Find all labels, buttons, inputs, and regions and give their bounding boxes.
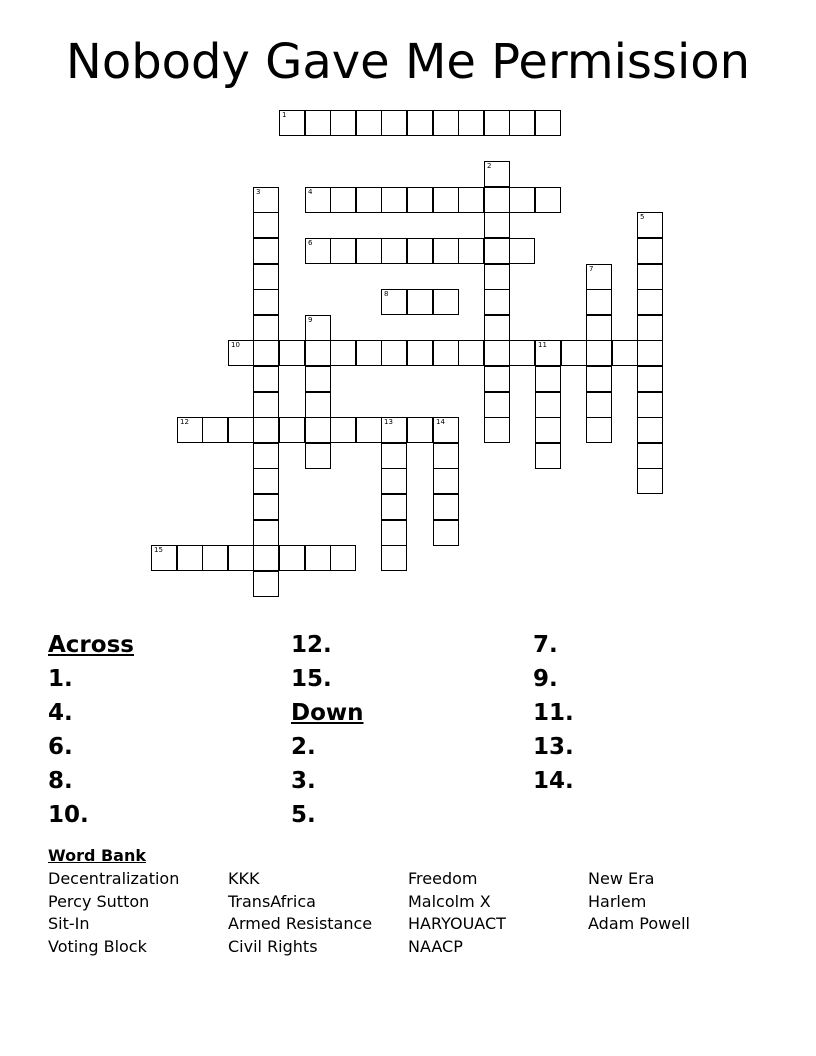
crossword-cell[interactable] bbox=[356, 110, 382, 136]
crossword-cell[interactable] bbox=[253, 264, 279, 290]
crossword-cell[interactable] bbox=[484, 212, 510, 238]
crossword-cell[interactable] bbox=[637, 417, 663, 443]
crossword-cell[interactable] bbox=[484, 340, 510, 366]
crossword-cell[interactable] bbox=[305, 545, 331, 571]
crossword-cell[interactable] bbox=[407, 417, 433, 443]
crossword-cell[interactable] bbox=[407, 187, 433, 213]
crossword-cell[interactable] bbox=[305, 187, 331, 213]
crossword-cell[interactable] bbox=[253, 417, 279, 443]
crossword-cell[interactable] bbox=[586, 392, 612, 418]
crossword-cell[interactable] bbox=[458, 110, 484, 136]
clue-label: 2. bbox=[291, 734, 316, 760]
crossword-cell[interactable] bbox=[381, 494, 407, 520]
crossword-cell[interactable] bbox=[484, 392, 510, 418]
crossword-cell[interactable] bbox=[253, 545, 279, 571]
crossword-cell[interactable] bbox=[177, 545, 203, 571]
crossword-cell[interactable] bbox=[305, 238, 331, 264]
crossword-cell[interactable] bbox=[535, 340, 561, 366]
crossword-cell[interactable] bbox=[458, 187, 484, 213]
word-bank-item: HARYOUACT bbox=[408, 914, 506, 933]
crossword-cell[interactable] bbox=[433, 443, 459, 469]
crossword-cell[interactable] bbox=[202, 417, 228, 443]
crossword-cell[interactable] bbox=[253, 340, 279, 366]
crossword-cell[interactable] bbox=[433, 187, 459, 213]
crossword-cell[interactable] bbox=[279, 417, 305, 443]
crossword-cell[interactable] bbox=[535, 392, 561, 418]
crossword-cell[interactable] bbox=[305, 366, 331, 392]
crossword-cell[interactable] bbox=[253, 392, 279, 418]
crossword-cell[interactable] bbox=[381, 187, 407, 213]
clue-label: 3. bbox=[291, 768, 316, 794]
word-bank-item: Malcolm X bbox=[408, 891, 491, 911]
crossword-cell[interactable] bbox=[305, 417, 331, 443]
clue-number: 9 bbox=[308, 316, 313, 324]
crossword-cell[interactable] bbox=[484, 110, 510, 136]
clue-number: 7 bbox=[589, 265, 594, 273]
crossword-cell[interactable] bbox=[535, 366, 561, 392]
crossword-cell[interactable] bbox=[330, 417, 356, 443]
crossword-cell[interactable] bbox=[433, 417, 459, 443]
crossword-cell[interactable] bbox=[433, 520, 459, 546]
clue-label: 10. bbox=[48, 802, 89, 828]
crossword-cell[interactable] bbox=[433, 110, 459, 136]
page-title: Nobody Gave Me Permission bbox=[65, 34, 751, 90]
crossword-cell[interactable] bbox=[484, 366, 510, 392]
crossword-cell[interactable] bbox=[637, 340, 663, 366]
crossword-cell[interactable] bbox=[330, 340, 356, 366]
crossword-cell[interactable] bbox=[433, 238, 459, 264]
crossword-cell[interactable] bbox=[637, 238, 663, 264]
crossword-cell[interactable] bbox=[381, 289, 407, 315]
clue-number: 6 bbox=[308, 239, 313, 247]
crossword-cell[interactable] bbox=[305, 110, 331, 136]
crossword-cell[interactable] bbox=[433, 289, 459, 315]
clue-number: 14 bbox=[436, 418, 445, 426]
word-bank-column-3 bbox=[408, 868, 506, 958]
clue-number: 15 bbox=[154, 546, 163, 554]
crossword-cell[interactable] bbox=[381, 110, 407, 136]
crossword-cell[interactable] bbox=[509, 238, 535, 264]
crossword-cell[interactable] bbox=[407, 340, 433, 366]
word-bank-item: Decentralization bbox=[48, 869, 180, 888]
crossword-cell[interactable] bbox=[381, 417, 407, 443]
word-bank-item: NAACP bbox=[408, 936, 463, 956]
clue-column-2 bbox=[291, 628, 364, 832]
word-bank-item: Armed Resistance bbox=[228, 914, 373, 933]
clue-number: 8 bbox=[384, 290, 389, 298]
crossword-cell[interactable] bbox=[458, 340, 484, 366]
clue-column-3 bbox=[533, 628, 574, 798]
crossword-cell[interactable] bbox=[305, 315, 331, 341]
crossword-cell[interactable] bbox=[586, 289, 612, 315]
clue-label: 1. bbox=[48, 666, 73, 692]
word-bank-item: KKK bbox=[228, 869, 260, 888]
crossword-cell[interactable] bbox=[356, 187, 382, 213]
down-header: Down bbox=[291, 700, 364, 726]
crossword-cell[interactable] bbox=[535, 110, 561, 136]
crossword-cell[interactable] bbox=[509, 110, 535, 136]
crossword-cell[interactable] bbox=[407, 238, 433, 264]
word-bank-item: New Era bbox=[588, 869, 655, 888]
word-bank-item: Voting Block bbox=[48, 936, 147, 956]
crossword-cell[interactable] bbox=[228, 417, 254, 443]
word-bank-item: TransAfrica bbox=[228, 891, 316, 911]
clue-number: 5 bbox=[640, 213, 645, 221]
crossword-cell[interactable] bbox=[253, 187, 279, 213]
word-bank-column-4 bbox=[588, 868, 690, 936]
crossword-cell[interactable] bbox=[484, 187, 510, 213]
crossword-cell[interactable] bbox=[433, 340, 459, 366]
word-bank-item: Civil Rights bbox=[228, 936, 318, 956]
across-header: Across bbox=[48, 632, 134, 658]
crossword-cell[interactable] bbox=[433, 468, 459, 494]
word-bank-item: Freedom bbox=[408, 869, 478, 888]
crossword-cell[interactable] bbox=[253, 494, 279, 520]
crossword-cell[interactable] bbox=[305, 392, 331, 418]
crossword-cell[interactable] bbox=[484, 315, 510, 341]
clue-label: 11. bbox=[533, 700, 574, 726]
crossword-cell[interactable] bbox=[407, 110, 433, 136]
clue-label: 15. bbox=[291, 666, 332, 692]
word-bank-column-1 bbox=[48, 868, 179, 958]
crossword-cell[interactable] bbox=[586, 366, 612, 392]
crossword-cell[interactable] bbox=[356, 417, 382, 443]
crossword-cell[interactable] bbox=[586, 340, 612, 366]
crossword-cell[interactable] bbox=[484, 238, 510, 264]
crossword-cell[interactable] bbox=[381, 545, 407, 571]
clue-number: 12 bbox=[180, 418, 189, 426]
crossword-cell[interactable] bbox=[484, 417, 510, 443]
crossword-cell[interactable] bbox=[637, 366, 663, 392]
crossword-cell[interactable] bbox=[253, 366, 279, 392]
crossword-cell[interactable] bbox=[586, 264, 612, 290]
crossword-cell[interactable] bbox=[484, 264, 510, 290]
crossword-cell[interactable] bbox=[305, 443, 331, 469]
clue-label: 6. bbox=[48, 734, 73, 760]
crossword-cell[interactable] bbox=[407, 289, 433, 315]
crossword-cell[interactable] bbox=[253, 571, 279, 597]
crossword-cell[interactable] bbox=[637, 212, 663, 238]
crossword-cell[interactable] bbox=[279, 545, 305, 571]
word-bank-title: Word Bank bbox=[48, 846, 147, 865]
clue-number: 1 bbox=[282, 111, 287, 119]
crossword-cell[interactable] bbox=[228, 340, 254, 366]
word-bank-item: Sit-In bbox=[48, 914, 90, 933]
crossword-cell[interactable] bbox=[586, 417, 612, 443]
crossword-cell[interactable] bbox=[637, 289, 663, 315]
word-bank-column-2 bbox=[228, 868, 372, 958]
word-bank-item: Adam Powell bbox=[588, 914, 690, 933]
clue-label: 5. bbox=[291, 802, 316, 828]
crossword-cell[interactable] bbox=[202, 545, 228, 571]
crossword-cell[interactable] bbox=[253, 238, 279, 264]
crossword-cell[interactable] bbox=[228, 545, 254, 571]
crossword-cell[interactable] bbox=[637, 443, 663, 469]
crossword-cell[interactable] bbox=[279, 340, 305, 366]
crossword-cell[interactable] bbox=[253, 443, 279, 469]
crossword-cell[interactable] bbox=[637, 392, 663, 418]
crossword-cell[interactable] bbox=[535, 417, 561, 443]
crossword-cell[interactable] bbox=[253, 520, 279, 546]
word-bank-item: Harlem bbox=[588, 891, 647, 911]
crossword-cell[interactable] bbox=[305, 340, 331, 366]
crossword-cell[interactable] bbox=[177, 417, 203, 443]
clue-label: 14. bbox=[533, 768, 574, 794]
crossword-cell[interactable] bbox=[484, 289, 510, 315]
crossword-cell[interactable] bbox=[381, 468, 407, 494]
crossword-cell[interactable] bbox=[612, 340, 638, 366]
clue-label: 7. bbox=[533, 632, 558, 658]
clue-label: 4. bbox=[48, 700, 73, 726]
crossword-cell[interactable] bbox=[330, 238, 356, 264]
crossword-cell[interactable] bbox=[484, 161, 510, 187]
crossword-cell[interactable] bbox=[535, 187, 561, 213]
crossword-cell[interactable] bbox=[151, 545, 177, 571]
clue-number: 2 bbox=[487, 162, 492, 170]
crossword-cell[interactable] bbox=[253, 289, 279, 315]
crossword-cell[interactable] bbox=[509, 340, 535, 366]
crossword-cell[interactable] bbox=[330, 110, 356, 136]
clue-number: 11 bbox=[538, 341, 547, 349]
crossword-cell[interactable] bbox=[637, 264, 663, 290]
crossword-cell[interactable] bbox=[356, 340, 382, 366]
clue-number: 3 bbox=[256, 188, 261, 196]
crossword-cell[interactable] bbox=[330, 545, 356, 571]
crossword-cell[interactable] bbox=[253, 315, 279, 341]
clue-label: 8. bbox=[48, 768, 73, 794]
clue-number: 10 bbox=[231, 341, 240, 349]
crossword-cell[interactable] bbox=[637, 468, 663, 494]
crossword-cell[interactable] bbox=[433, 494, 459, 520]
crossword-cell[interactable] bbox=[535, 443, 561, 469]
crossword-cell[interactable] bbox=[356, 238, 382, 264]
clue-label: 12. bbox=[291, 632, 332, 658]
crossword-cell[interactable] bbox=[561, 340, 587, 366]
crossword-cell[interactable] bbox=[458, 238, 484, 264]
crossword-cell[interactable] bbox=[253, 468, 279, 494]
crossword-cell[interactable] bbox=[330, 187, 356, 213]
crossword-cell[interactable] bbox=[253, 212, 279, 238]
clue-column-1 bbox=[48, 628, 134, 832]
word-bank-item: Percy Sutton bbox=[48, 891, 150, 911]
crossword-cell[interactable] bbox=[381, 238, 407, 264]
clue-label: 9. bbox=[533, 666, 558, 692]
crossword-cell[interactable] bbox=[381, 520, 407, 546]
crossword-cell[interactable] bbox=[279, 110, 305, 136]
clue-label: 13. bbox=[533, 734, 574, 760]
clue-number: 4 bbox=[308, 188, 313, 196]
crossword-cell[interactable] bbox=[509, 187, 535, 213]
crossword-cell[interactable] bbox=[637, 315, 663, 341]
clue-number: 13 bbox=[384, 418, 393, 426]
crossword-cell[interactable] bbox=[381, 340, 407, 366]
crossword-cell[interactable] bbox=[381, 443, 407, 469]
crossword-cell[interactable] bbox=[586, 315, 612, 341]
